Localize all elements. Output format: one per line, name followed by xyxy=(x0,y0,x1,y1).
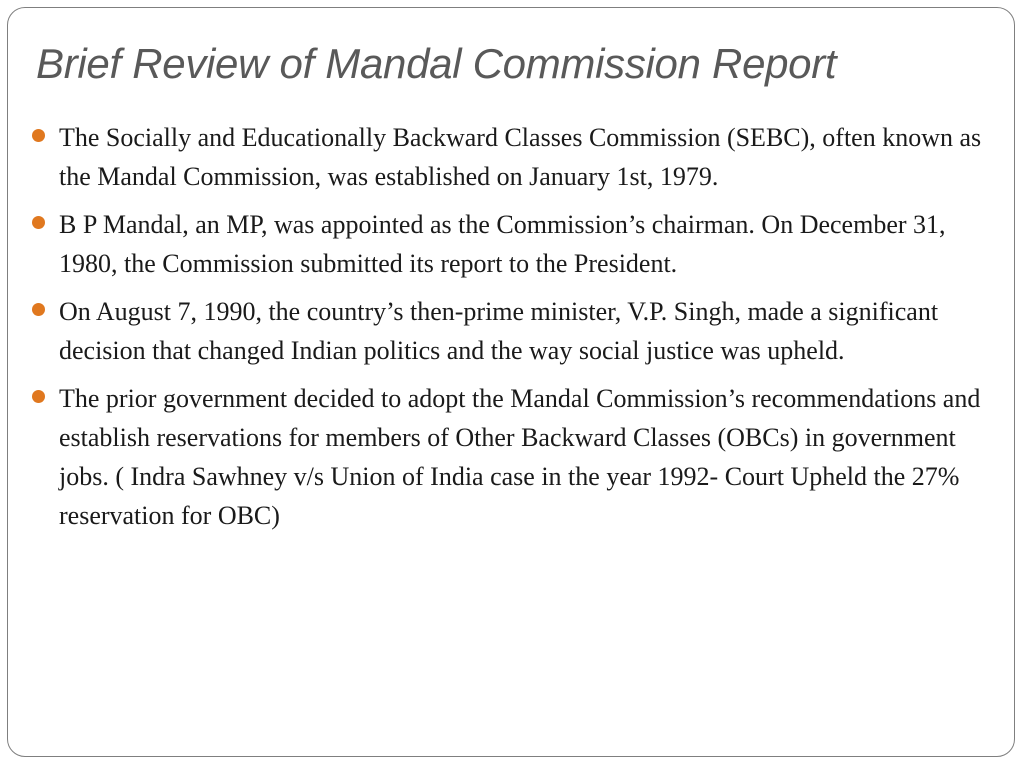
bullet-text: B P Mandal, an MP, was appointed as the Commission’s chairman. On December 31, 1980, the Commission submitted its report to the President. xyxy=(59,210,946,278)
bullet-dot-icon xyxy=(32,129,45,142)
slide-title: Brief Review of Mandal Commission Report xyxy=(36,40,837,87)
bullet-dot-icon xyxy=(32,303,45,316)
bullet-text: The Socially and Educationally Backward Classes Commission (SEBC), often known as the Mandal Commission, was established on January 1st, 1979. xyxy=(59,123,982,191)
bullet-item xyxy=(32,205,996,283)
bullet-text: The prior government decided to adopt the Mandal Commission’s recommendations and establish reservations for members of Other Backward Classes (OBCs) in government jobs. ( Indra Sawhney v/s Union of India case in the year 1992- Court Upheld the 27% reservation for OBC) xyxy=(59,384,981,530)
bullet-list xyxy=(32,118,996,544)
bullet-item xyxy=(32,292,996,370)
bullet-dot-icon xyxy=(32,216,45,229)
bullet-item xyxy=(32,379,996,535)
bullet-item xyxy=(32,118,996,196)
bullet-dot-icon xyxy=(32,390,45,403)
bullet-text: On August 7, 1990, the country’s then-prime minister, V.P. Singh, made a significant decision that changed Indian politics and the way social justice was upheld. xyxy=(59,297,939,365)
